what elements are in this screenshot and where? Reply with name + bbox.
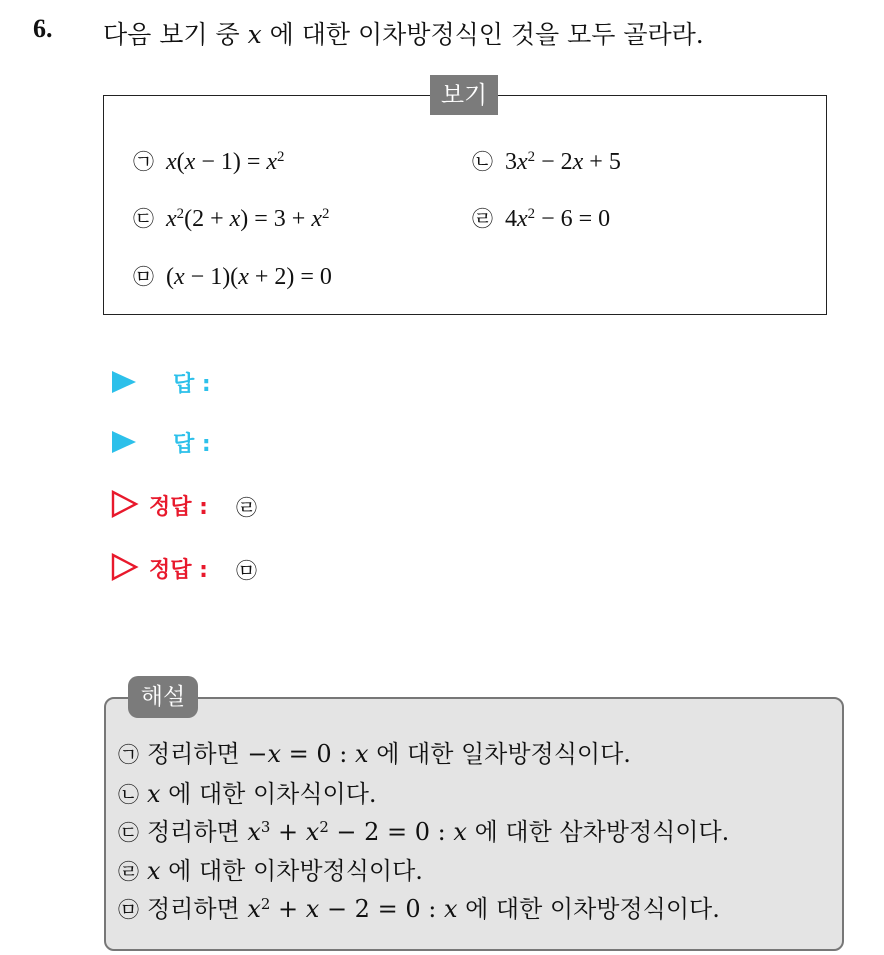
answer-arrow-icon (112, 431, 136, 453)
bogi-label: 보기 (430, 75, 498, 115)
explanation-line-2: ㉡ x 에 대한 이차식이다. (118, 780, 377, 808)
solution-value-2: ㉤ (236, 559, 257, 583)
bogi-item-4: ㉣ $4x^2 - 6 = 0$ (472, 205, 611, 232)
solution-value-1: ㉣ (236, 496, 257, 520)
solution-arrow-icon (111, 490, 139, 518)
solution-arrow-icon (111, 553, 139, 581)
question-number: 6. (33, 14, 53, 43)
answer-label-1: 답 : (173, 372, 211, 397)
explanation-line-1: ㉠ 정리하면 −x = 0 : x 에 대한 일차방정식이다. (118, 740, 631, 768)
solution-label-1: 정답 : (149, 495, 208, 520)
bogi-item-2: ㉡ $3x^2 - 2x + 5$ (472, 148, 621, 175)
explanation-line-5: ㉤ 정리하면 $x^2 + x - 2 = 0$ : x 에 대한 이차방정식이다. (118, 894, 720, 923)
bogi-item-5: ㉤ (x − 1)(x + 2) = 0 (133, 264, 332, 290)
explanation-line-3: ㉢ 정리하면 $x^3 + x^2 - 2 = 0$ : x 에 대한 삼차방정식이다. (118, 817, 730, 846)
bogi-item-1: ㉠ $x(x - 1) = x^2$ (133, 148, 285, 175)
answer-label-2: 답 : (173, 432, 211, 457)
bogi-item-3: ㉢ $x^2(2 + x) = 3 + x^2$ (133, 205, 330, 232)
question-text: 다음 보기 중 x 에 대한 이차방정식인 것을 모두 골라라. (103, 20, 704, 49)
answer-arrow-icon (112, 371, 136, 393)
solution-label-2: 정답 : (149, 558, 208, 583)
explanation-label: 해설 (128, 676, 198, 718)
explanation-line-4: ㉣ x 에 대한 이차방정식이다. (118, 857, 423, 885)
